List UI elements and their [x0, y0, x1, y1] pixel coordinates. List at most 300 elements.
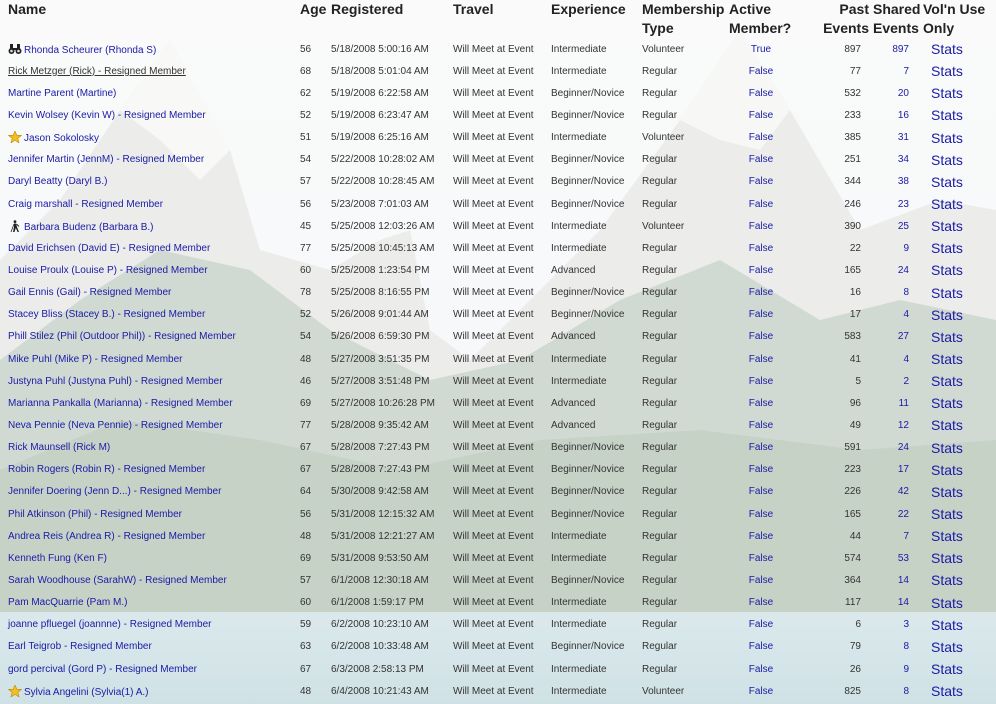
- header-name[interactable]: Name: [8, 1, 47, 17]
- stats-link[interactable]: Stats: [931, 262, 963, 279]
- registered-cell: 5/26/2008 9:01:44 AM: [331, 309, 429, 321]
- active-member-cell: False: [748, 154, 774, 166]
- stats-link[interactable]: Stats: [931, 284, 963, 301]
- header-registered[interactable]: Registered: [331, 1, 404, 17]
- travel-cell: Will Meet at Event: [453, 154, 534, 166]
- past-events-cell: 574: [844, 552, 861, 564]
- stats-link[interactable]: Stats: [931, 616, 963, 633]
- age-cell: 77: [300, 242, 312, 254]
- header-voln-use-only[interactable]: Vol'n Use Only: [923, 1, 986, 36]
- shared-events-cell[interactable]: 23: [897, 198, 909, 210]
- member-name-cell: [0, 304, 300, 326]
- experience-cell: Intermediate: [551, 597, 607, 609]
- header-past-events[interactable]: Past Events: [823, 1, 869, 36]
- past-events-cell: 583: [844, 331, 861, 343]
- shared-events-cell[interactable]: 7: [903, 65, 909, 77]
- stats-cell: [923, 437, 996, 459]
- membership-type-cell: Regular: [642, 331, 678, 343]
- member-name-link[interactable]: Daryl Beatty (Daryl B.): [8, 176, 108, 188]
- member-name-link[interactable]: Pam MacQuarrie (Pam M.): [8, 597, 128, 609]
- header-age[interactable]: Age: [300, 1, 327, 17]
- member-name-link[interactable]: Jennifer Doering (Jenn D...) - Resigned Member: [8, 486, 222, 498]
- experience-cell: Beginner/Novice: [551, 508, 625, 520]
- member-name-link[interactable]: Gail Ennis (Gail) - Resigned Member: [8, 287, 172, 299]
- past-events-cell: 344: [844, 176, 861, 188]
- experience-cell: Beginner/Novice: [551, 154, 625, 166]
- active-member-cell: False: [748, 530, 774, 542]
- active-member-cell: False: [748, 464, 774, 476]
- table-row: [0, 237, 996, 259]
- travel-cell: Will Meet at Event: [453, 43, 534, 55]
- age-cell: 48: [300, 685, 312, 697]
- age-cell: 54: [300, 154, 312, 166]
- member-name-cell: [0, 370, 300, 392]
- shared-events-cell[interactable]: 4: [903, 309, 909, 321]
- past-events-cell: 22: [849, 242, 861, 254]
- past-events-cell: 246: [844, 198, 861, 210]
- member-name-link[interactable]: Justyna Puhl (Justyna Puhl) - Resigned Member: [8, 375, 223, 387]
- experience-cell: Beginner/Novice: [551, 486, 625, 498]
- hiker-icon: [8, 222, 24, 233]
- stats-link[interactable]: Stats: [931, 550, 963, 567]
- membership-type-cell: Regular: [642, 176, 678, 188]
- age-cell: 48: [300, 353, 312, 365]
- travel-cell: Will Meet at Event: [453, 198, 534, 210]
- past-events-cell: 79: [849, 641, 861, 653]
- shared-events-cell[interactable]: 12: [897, 419, 909, 431]
- past-events-cell: 49: [849, 419, 861, 431]
- experience-cell: Intermediate: [551, 65, 607, 77]
- table-row: [0, 481, 996, 503]
- age-cell: 67: [300, 442, 312, 454]
- experience-cell: Beginner/Novice: [551, 442, 625, 454]
- stats-link[interactable]: Stats: [931, 683, 963, 700]
- age-cell: 67: [300, 663, 312, 675]
- active-member-cell: False: [748, 353, 774, 365]
- member-name-link[interactable]: Rick Maunsell (Rick M): [8, 442, 111, 454]
- shared-events-cell[interactable]: 38: [897, 176, 909, 188]
- member-name-cell: [0, 437, 300, 459]
- age-cell: 78: [300, 287, 312, 299]
- age-cell: 63: [300, 641, 312, 653]
- stats-link[interactable]: Stats: [931, 107, 963, 124]
- stats-link[interactable]: Stats: [931, 483, 963, 500]
- table-row: [0, 127, 996, 149]
- shared-events-cell[interactable]: 42: [897, 486, 909, 498]
- member-name-cell: [0, 392, 300, 414]
- stats-cell: [923, 592, 996, 614]
- member-name-link[interactable]: Kenneth Fung (Ken F): [8, 552, 107, 564]
- travel-cell: Will Meet at Event: [453, 65, 534, 77]
- travel-cell: Will Meet at Event: [453, 220, 534, 232]
- table-row: [0, 259, 996, 281]
- member-name-link[interactable]: Sylvia Angelini (Sylvia(1) A.): [24, 686, 149, 698]
- past-events-cell: 5: [855, 375, 861, 387]
- member-name-cell: [0, 680, 300, 702]
- stats-cell: [923, 38, 996, 60]
- active-member-cell: False: [748, 331, 774, 343]
- shared-events-cell[interactable]: 14: [897, 597, 909, 609]
- shared-events-cell[interactable]: 8: [903, 685, 909, 697]
- member-name-link[interactable]: Kevin Wolsey (Kevin W) - Resigned Member: [8, 109, 206, 121]
- membership-type-cell: Regular: [642, 397, 678, 409]
- table-row: [0, 82, 996, 104]
- age-cell: 51: [300, 132, 312, 144]
- registered-cell: 6/2/2008 10:23:10 AM: [331, 619, 429, 631]
- table-row: [0, 614, 996, 636]
- active-member-cell: False: [748, 442, 774, 454]
- shared-events-cell[interactable]: 11: [898, 397, 909, 409]
- travel-cell: Will Meet at Event: [453, 641, 534, 653]
- membership-type-cell: Regular: [642, 508, 678, 520]
- active-member-cell: False: [748, 242, 774, 254]
- active-member-cell: False: [748, 552, 774, 564]
- header-travel[interactable]: Travel: [453, 1, 494, 17]
- past-events-cell: 233: [844, 109, 861, 121]
- registered-cell: 5/22/2008 10:28:45 AM: [331, 176, 435, 188]
- stats-link[interactable]: Stats: [931, 461, 963, 478]
- stats-cell: [923, 569, 996, 591]
- active-member-cell: False: [748, 87, 774, 99]
- shared-events-cell[interactable]: 22: [897, 508, 909, 520]
- stats-cell: [923, 370, 996, 392]
- member-name-link[interactable]: Martine Parent (Martine): [8, 87, 117, 99]
- active-member-cell: False: [748, 309, 774, 321]
- past-events-cell: 897: [844, 43, 861, 55]
- age-cell: 62: [300, 87, 312, 99]
- stats-link[interactable]: Stats: [931, 63, 963, 80]
- registered-cell: 6/3/2008 2:58:13 PM: [331, 663, 424, 675]
- active-member-cell: False: [748, 641, 774, 653]
- membership-type-cell: Regular: [642, 619, 678, 631]
- shared-events-cell[interactable]: 16: [897, 109, 909, 121]
- stats-link[interactable]: Stats: [931, 351, 963, 368]
- member-name-cell: [0, 82, 300, 104]
- experience-cell: Beginner/Novice: [551, 109, 625, 121]
- table-row: [0, 680, 996, 702]
- stats-link[interactable]: Stats: [931, 417, 963, 434]
- age-cell: 52: [300, 309, 312, 321]
- member-name-link[interactable]: Phill Stilez (Phil (Outdoor Phil)) - Resigned Member: [8, 331, 236, 343]
- age-cell: 77: [300, 419, 312, 431]
- shared-events-cell[interactable]: 14: [897, 574, 909, 586]
- experience-cell: Intermediate: [551, 530, 607, 542]
- shared-events-cell[interactable]: 25: [897, 220, 909, 232]
- header-experience[interactable]: Experience: [551, 1, 626, 17]
- experience-cell: Intermediate: [551, 242, 607, 254]
- member-name-cell: [0, 503, 300, 525]
- experience-cell: Intermediate: [551, 552, 607, 564]
- travel-cell: Will Meet at Event: [453, 530, 534, 542]
- travel-cell: Will Meet at Event: [453, 264, 534, 276]
- age-cell: 57: [300, 176, 312, 188]
- registered-cell: 5/30/2008 9:42:58 AM: [331, 486, 429, 498]
- membership-type-cell: Regular: [642, 309, 678, 321]
- travel-cell: Will Meet at Event: [453, 331, 534, 343]
- stats-cell: [923, 459, 996, 481]
- age-cell: 60: [300, 264, 312, 276]
- member-name-link[interactable]: Jason Sokolosky: [24, 133, 100, 145]
- shared-events-cell[interactable]: 9: [903, 663, 909, 675]
- past-events-cell: 165: [844, 508, 861, 520]
- table-row: [0, 171, 996, 193]
- membership-type-cell: Regular: [642, 242, 678, 254]
- stats-link[interactable]: Stats: [931, 196, 963, 213]
- member-name-cell: [0, 326, 300, 348]
- member-name-cell: [0, 658, 300, 680]
- registered-cell: 5/18/2008 5:00:16 AM: [331, 43, 429, 55]
- registered-cell: 5/27/2008 10:26:28 PM: [331, 397, 435, 409]
- age-cell: 52: [300, 109, 312, 121]
- stats-link[interactable]: Stats: [931, 439, 963, 456]
- registered-cell: 6/4/2008 10:21:43 AM: [331, 685, 429, 697]
- table-row: [0, 569, 996, 591]
- age-cell: 54: [300, 331, 312, 343]
- travel-cell: Will Meet at Event: [453, 663, 534, 675]
- table-row: [0, 658, 996, 680]
- registered-cell: 6/1/2008 1:59:17 PM: [331, 597, 424, 609]
- table-row: [0, 282, 996, 304]
- age-cell: 64: [300, 486, 312, 498]
- stats-link[interactable]: Stats: [931, 240, 963, 257]
- stats-link[interactable]: Stats: [931, 506, 963, 523]
- travel-cell: Will Meet at Event: [453, 574, 534, 586]
- table-row: [0, 547, 996, 569]
- member-name-link[interactable]: Marianna Pankalla (Marianna) - Resigned Member: [8, 397, 233, 409]
- registered-cell: 5/25/2008 10:45:13 AM: [331, 242, 435, 254]
- shared-events-cell[interactable]: 2: [903, 375, 909, 387]
- experience-cell: Intermediate: [551, 220, 607, 232]
- membership-type-cell: Regular: [642, 597, 678, 609]
- member-name-link[interactable]: Rhonda Scheurer (Rhonda S): [24, 44, 157, 56]
- membership-type-cell: Regular: [642, 419, 678, 431]
- stats-cell: [923, 326, 996, 348]
- stats-link[interactable]: Stats: [931, 638, 963, 655]
- past-events-cell: 6: [855, 619, 861, 631]
- age-cell: 45: [300, 220, 312, 232]
- stats-cell: [923, 636, 996, 658]
- stats-cell: [923, 614, 996, 636]
- stats-link[interactable]: Stats: [931, 151, 963, 168]
- shared-events-cell[interactable]: 24: [897, 442, 909, 454]
- stats-link[interactable]: Stats: [931, 218, 963, 235]
- active-member-cell: False: [748, 619, 774, 631]
- membership-type-cell: Regular: [642, 87, 678, 99]
- active-member-cell: False: [748, 574, 774, 586]
- member-name-link[interactable]: Rick Metzger (Rick) - Resigned Member: [8, 65, 186, 77]
- registered-cell: 5/22/2008 10:28:02 AM: [331, 154, 435, 166]
- membership-type-cell: Regular: [642, 198, 678, 210]
- membership-type-cell: Regular: [642, 530, 678, 542]
- travel-cell: Will Meet at Event: [453, 486, 534, 498]
- member-name-cell: [0, 237, 300, 259]
- stats-cell: [923, 127, 996, 149]
- member-name-link[interactable]: Sarah Woodhouse (SarahW) - Resigned Member: [8, 574, 227, 586]
- member-name-link[interactable]: Mike Puhl (Mike P) - Resigned Member: [8, 353, 183, 365]
- table-row: [0, 592, 996, 614]
- age-cell: 57: [300, 574, 312, 586]
- travel-cell: Will Meet at Event: [453, 287, 534, 299]
- active-member-cell: False: [748, 132, 774, 144]
- active-member-cell: False: [748, 109, 774, 121]
- experience-cell: Beginner/Novice: [551, 198, 625, 210]
- registered-cell: 5/19/2008 6:22:58 AM: [331, 87, 429, 99]
- shared-events-cell[interactable]: 8: [903, 641, 909, 653]
- member-name-cell: [0, 569, 300, 591]
- member-name-cell: [0, 636, 300, 658]
- age-cell: 69: [300, 397, 312, 409]
- experience-cell: Beginner/Novice: [551, 464, 625, 476]
- shared-events-cell[interactable]: 8: [903, 287, 909, 299]
- shared-events-cell[interactable]: 17: [897, 464, 909, 476]
- header-membership-type[interactable]: Membership Type: [642, 1, 725, 36]
- shared-events-cell[interactable]: 4: [903, 353, 909, 365]
- member-name-link[interactable]: Robin Rogers (Robin R) - Resigned Member: [8, 464, 206, 476]
- experience-cell: Beginner/Novice: [551, 176, 625, 188]
- member-name-cell: [0, 614, 300, 636]
- table-row: [0, 326, 996, 348]
- registered-cell: 6/1/2008 12:30:18 AM: [331, 574, 429, 586]
- stats-cell: [923, 193, 996, 215]
- travel-cell: Will Meet at Event: [453, 552, 534, 564]
- stats-cell: [923, 503, 996, 525]
- registered-cell: 5/28/2008 9:35:42 AM: [331, 419, 429, 431]
- stats-link[interactable]: Stats: [931, 661, 963, 677]
- past-events-cell: 44: [849, 530, 861, 542]
- shared-events-cell[interactable]: 7: [903, 530, 909, 542]
- travel-cell: Will Meet at Event: [453, 87, 534, 99]
- experience-cell: Beginner/Novice: [551, 309, 625, 321]
- experience-cell: Advanced: [551, 419, 596, 431]
- shared-events-cell[interactable]: 34: [897, 154, 909, 166]
- member-name-link[interactable]: Jennifer Martin (JennM) - Resigned Member: [8, 154, 205, 166]
- stats-link[interactable]: Stats: [931, 306, 963, 323]
- past-events-cell: 226: [844, 486, 861, 498]
- stats-cell: [923, 104, 996, 126]
- past-events-cell: 825: [844, 685, 861, 697]
- registered-cell: 5/28/2008 7:27:43 PM: [331, 464, 430, 476]
- past-events-cell: 41: [849, 353, 861, 365]
- member-name-cell: [0, 171, 300, 193]
- table-row: [0, 348, 996, 370]
- shared-events-cell[interactable]: 3: [903, 619, 909, 631]
- shared-events-cell[interactable]: 20: [897, 87, 909, 99]
- stats-cell: [923, 680, 996, 702]
- membership-type-cell: Regular: [642, 663, 678, 675]
- travel-cell: Will Meet at Event: [453, 619, 534, 631]
- star-icon: [8, 687, 24, 698]
- member-name-cell: [0, 38, 300, 60]
- active-member-cell: False: [748, 198, 774, 210]
- past-events-cell: 117: [845, 597, 861, 609]
- travel-cell: Will Meet at Event: [453, 375, 534, 387]
- member-name-link[interactable]: David Erichsen (David E) - Resigned Member: [8, 242, 211, 254]
- binoculars-icon: [8, 45, 24, 56]
- active-member-cell: False: [748, 220, 774, 232]
- table-row: [0, 459, 996, 481]
- membership-type-cell: Volunteer: [642, 43, 685, 55]
- travel-cell: Will Meet at Event: [453, 109, 534, 121]
- shared-events-cell[interactable]: 27: [897, 331, 909, 343]
- membership-type-cell: Regular: [642, 264, 678, 276]
- stats-link[interactable]: Stats: [931, 572, 963, 589]
- travel-cell: Will Meet at Event: [453, 132, 534, 144]
- member-name-link[interactable]: joanne pfluegel (joannne) - Resigned Member: [8, 619, 212, 631]
- age-cell: 69: [300, 552, 312, 564]
- member-name-link[interactable]: gord percival (Gord P) - Resigned Member: [8, 663, 197, 675]
- registered-cell: 5/23/2008 7:01:03 AM: [331, 198, 429, 210]
- member-name-link[interactable]: Earl Teigrob - Resigned Member: [8, 641, 152, 653]
- membership-type-cell: Regular: [642, 154, 678, 166]
- age-cell: 46: [300, 375, 312, 387]
- stats-link[interactable]: Stats: [931, 85, 963, 102]
- shared-events-cell[interactable]: 24: [897, 264, 909, 276]
- age-cell: 60: [300, 597, 312, 609]
- member-name-link[interactable]: Louise Proulx (Louise P) - Resigned Member: [8, 264, 208, 276]
- active-member-cell: False: [748, 685, 774, 697]
- membership-type-cell: Regular: [642, 109, 678, 121]
- member-name-link[interactable]: Phil Atkinson (Phil) - Resigned Member: [8, 508, 182, 520]
- past-events-cell: 17: [849, 309, 861, 321]
- registered-cell: 5/25/2008 12:03:26 AM: [331, 220, 435, 232]
- active-member-cell: False: [748, 508, 774, 520]
- table-row: [0, 215, 996, 237]
- age-cell: 48: [300, 530, 312, 542]
- registered-cell: 5/18/2008 5:01:04 AM: [331, 65, 429, 77]
- member-name-cell: [0, 282, 300, 304]
- registered-cell: 5/25/2008 1:23:54 PM: [331, 264, 430, 276]
- past-events-cell: 16: [849, 287, 861, 299]
- table-row: [0, 104, 996, 126]
- stats-link[interactable]: Stats: [931, 129, 963, 146]
- active-member-cell: False: [748, 264, 774, 276]
- table-row: [0, 525, 996, 547]
- registered-cell: 5/19/2008 6:23:47 AM: [331, 109, 429, 121]
- member-name-link[interactable]: Craig marshall - Resigned Member: [8, 198, 164, 210]
- stats-link[interactable]: Stats: [931, 328, 963, 345]
- membership-type-cell: Regular: [642, 486, 678, 498]
- shared-events-cell[interactable]: 897: [892, 43, 909, 55]
- registered-cell: 5/26/2008 6:59:30 PM: [331, 331, 430, 343]
- stats-link[interactable]: Stats: [931, 594, 963, 611]
- stats-link[interactable]: Stats: [931, 173, 963, 190]
- header-shared-events[interactable]: Shared Events: [873, 1, 921, 36]
- member-name-link[interactable]: Neva Pennie (Neva Pennie) - Resigned Member: [8, 419, 223, 431]
- member-name-link[interactable]: Andrea Reis (Andrea R) - Resigned Member: [8, 530, 206, 542]
- experience-cell: Intermediate: [551, 43, 607, 55]
- past-events-cell: 364: [844, 574, 861, 586]
- member-name-link[interactable]: Stacey Bliss (Stacey B.) - Resigned Member: [8, 309, 206, 321]
- stats-link[interactable]: Stats: [931, 528, 963, 545]
- experience-cell: Advanced: [551, 331, 596, 343]
- table-row: [0, 60, 996, 82]
- member-name-link[interactable]: Barbara Budenz (Barbara B.): [24, 221, 154, 233]
- travel-cell: Will Meet at Event: [453, 242, 534, 254]
- table-row: [0, 149, 996, 171]
- stats-link[interactable]: Stats: [931, 395, 963, 412]
- stats-link[interactable]: Stats: [931, 373, 963, 390]
- table-row: [0, 503, 996, 525]
- shared-events-cell[interactable]: 31: [897, 132, 909, 144]
- header-active-member[interactable]: Active Member?: [729, 1, 792, 36]
- shared-events-cell[interactable]: 9: [903, 242, 909, 254]
- stats-cell: [923, 414, 996, 436]
- stats-cell: [923, 171, 996, 193]
- experience-cell: Beginner/Novice: [551, 287, 625, 299]
- shared-events-cell[interactable]: 53: [897, 552, 909, 564]
- stats-link[interactable]: Stats: [931, 41, 963, 58]
- travel-cell: Will Meet at Event: [453, 508, 534, 520]
